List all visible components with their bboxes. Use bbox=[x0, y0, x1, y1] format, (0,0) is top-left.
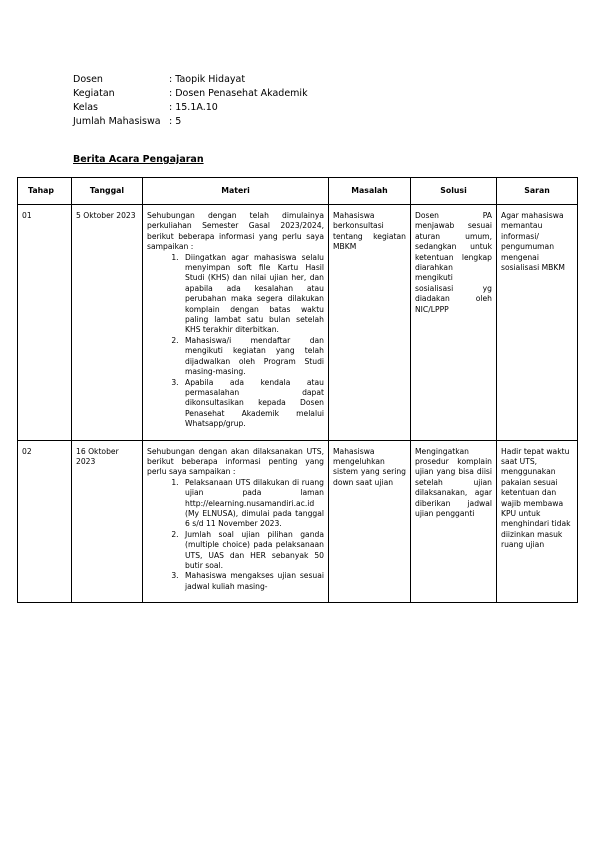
table-row bbox=[18, 205, 578, 441]
header-solusi: Solusi bbox=[411, 178, 497, 205]
materi-list bbox=[147, 478, 324, 592]
cell-tahap: 02 bbox=[18, 440, 72, 603]
cell-solusi: Mengingatkan prosedur komplain ujian yang bisa diisi setelah ujian dilaksanakan, agar diberikan jadwal ujian pengganti bbox=[411, 440, 497, 603]
section-title: Berita Acara Pengajaran bbox=[73, 154, 204, 165]
jumlah-mahasiswa-value: : 5 bbox=[169, 116, 182, 127]
cell-tanggal: 16 Oktober 2023 bbox=[72, 440, 143, 603]
materi-point: 2. Jumlah soal ujian pilihan ganda (multiple choice) pada pelaksanaan UTS, UAS dan HER sebanyak 50 butir soal. bbox=[181, 530, 324, 572]
header-saran: Saran bbox=[497, 178, 578, 205]
materi-intro: Sehubungan dengan telah dimulainya perkuliahan Semester Gasal 2023/2024, berikut beberapa informasi yang perlu saya sampaikan : bbox=[147, 211, 324, 252]
kelas-row bbox=[73, 101, 308, 115]
cell-materi bbox=[143, 440, 329, 603]
dosen-row bbox=[73, 73, 308, 87]
dosen-value: : Taopik Hidayat bbox=[169, 74, 246, 85]
materi-point: 1. Pelaksanaan UTS dilakukan di ruang ujian pada laman http://elearning.nusamandiri.ac.id (My ELNUSA), dimulai pada tanggal 6 s/d 11 November 2023. bbox=[181, 478, 324, 530]
dosen-label: Dosen bbox=[73, 74, 103, 85]
kegiatan-label: Kegiatan bbox=[73, 88, 115, 99]
table-header-row bbox=[18, 178, 578, 205]
jumlah-mahasiswa-row bbox=[73, 115, 308, 129]
cell-saran: Hadir tepat waktu saat UTS, menggunakan pakaian sesuai ketentuan dan wajib membawa KPU untuk menghindari tidak diizinkan masuk ruang ujian bbox=[497, 440, 578, 603]
cell-solusi: Dosen PA menjawab sesuai aturan umum, sedangkan untuk ketentuan lengkap diarahkan mengikuti sosialisasi yg diadakan oleh NIC/LPPP bbox=[411, 205, 497, 441]
materi-intro: Sehubungan dengan akan dilaksanakan UTS, berikut beberapa informasi penting yang perlu saya sampaikan : bbox=[147, 446, 324, 477]
header-materi: Materi bbox=[143, 178, 329, 205]
cell-tanggal: 5 Oktober 2023 bbox=[72, 205, 143, 441]
kelas-label: Kelas bbox=[73, 102, 99, 113]
materi-list bbox=[147, 253, 324, 430]
materi-point: 2. Mahasiswa/i mendaftar dan mengikuti kegiatan yang telah dijadwalkan oleh Program Studi masing-masing. bbox=[181, 336, 324, 378]
materi-point: 3. Apabila ada kendala atau permasalahan dapat dikonsultasikan kepada Dosen Penasehat Akademik melalui Whatsapp/grup. bbox=[181, 378, 324, 430]
kegiatan-value: : Dosen Penasehat Akademik bbox=[169, 88, 308, 99]
materi-point: 1. Diingatkan agar mahasiswa selalu menyimpan soft file Kartu Hasil Studi (KHS) dan nilai ujian her, dan apabila ada kesalahan atau perubahan maka segera dilakukan komplain dengan batas waktu paling lambat satu bulan setelah KHS terakhir diterbitkan. bbox=[181, 253, 324, 336]
header-tahap: Tahap bbox=[18, 178, 72, 205]
cell-masalah: Mahasiswa mengeluhkan sistem yang sering down saat ujian bbox=[329, 440, 411, 603]
cell-tahap: 01 bbox=[18, 205, 72, 441]
header-tanggal: Tanggal bbox=[72, 178, 143, 205]
kelas-value: : 15.1A.10 bbox=[169, 102, 218, 113]
cell-masalah: Mahasiswa berkonsultasi tentang kegiatan MBKM bbox=[329, 205, 411, 441]
cell-saran: Agar mahasiswa memantau informasi/ pengumuman mengenai sosialisasi MBKM bbox=[497, 205, 578, 441]
table-row bbox=[18, 440, 578, 603]
kegiatan-row bbox=[73, 87, 308, 101]
cell-materi bbox=[143, 205, 329, 441]
header-masalah: Masalah bbox=[329, 178, 411, 205]
header-info bbox=[73, 73, 308, 129]
jumlah-mahasiswa-label: Jumlah Mahasiswa bbox=[73, 116, 161, 127]
materi-point: 3. Mahasiswa mengakses ujian sesuai jadwal kuliah masing- bbox=[181, 571, 324, 592]
berita-acara-table bbox=[17, 177, 578, 603]
